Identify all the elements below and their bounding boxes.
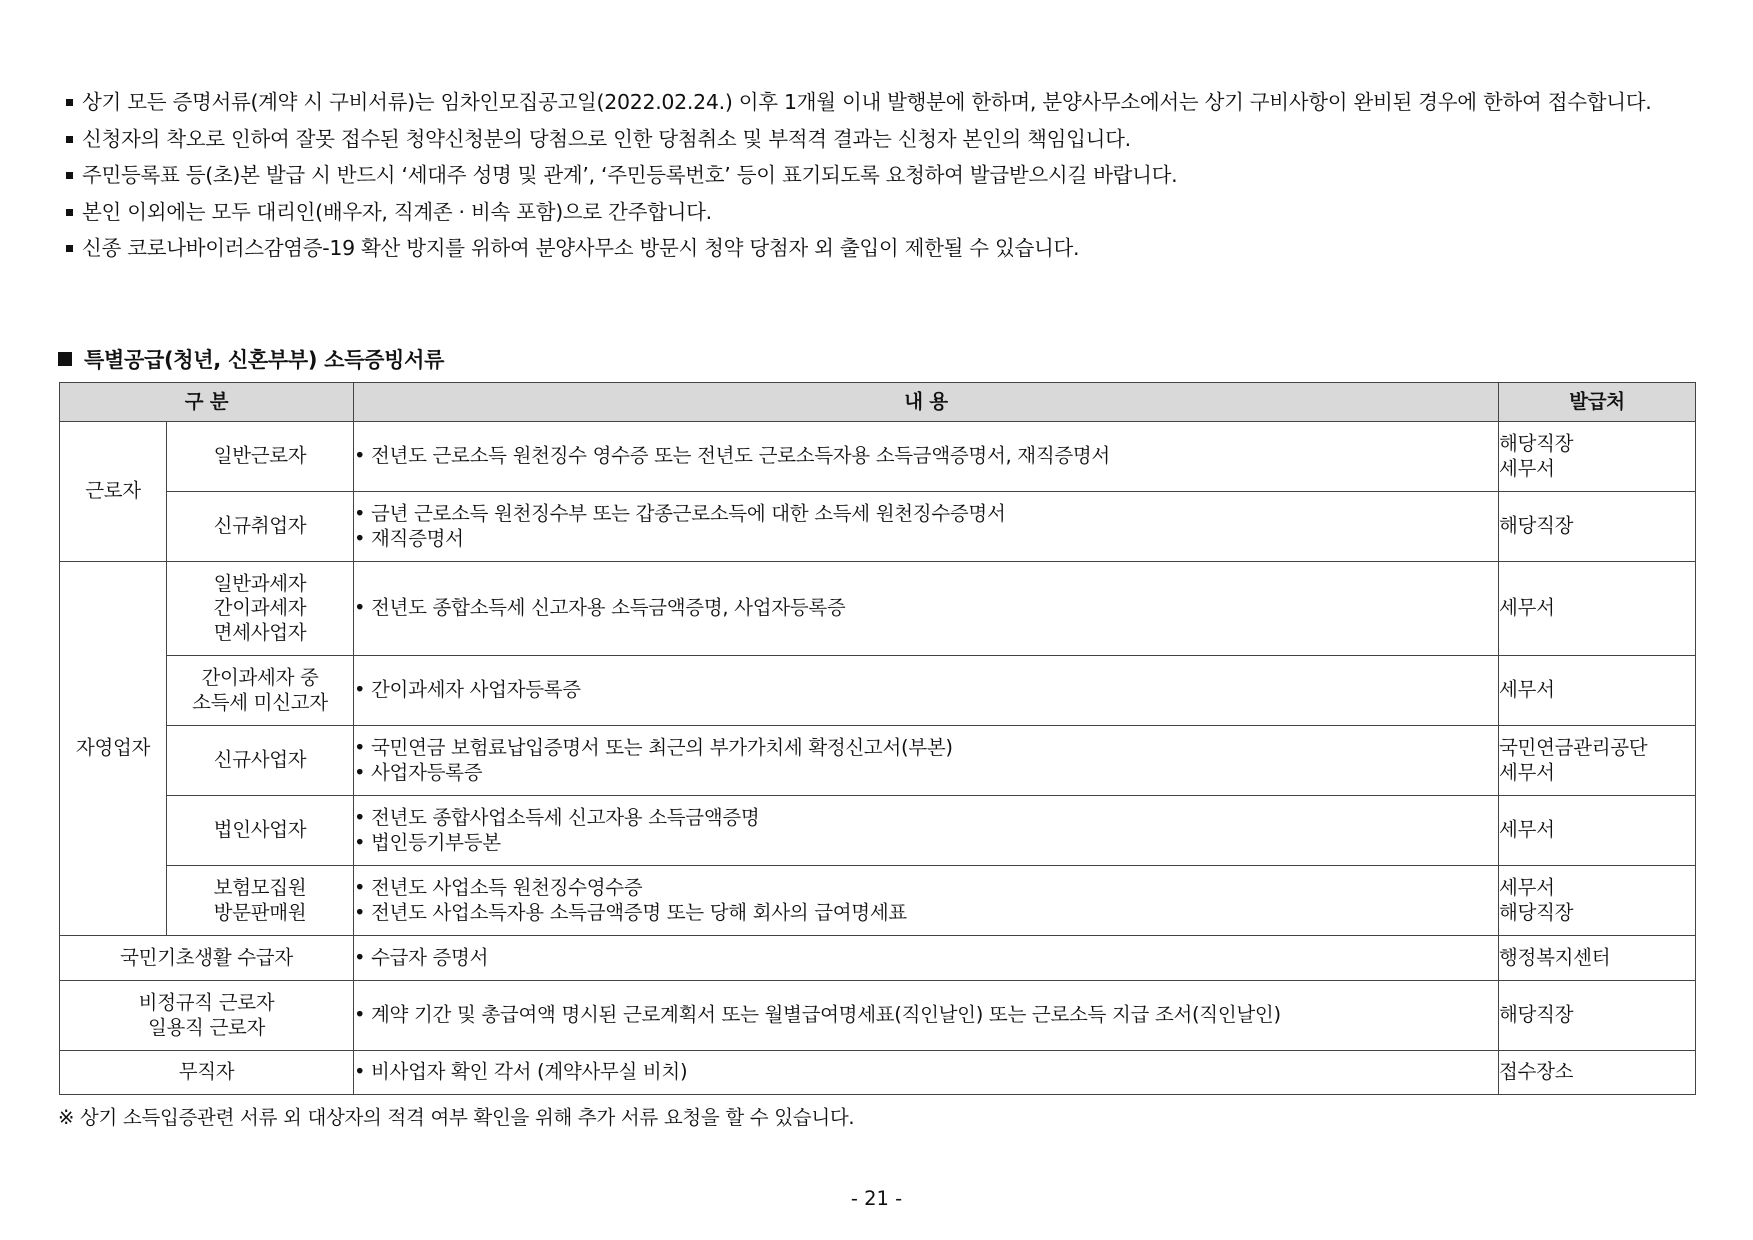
content-cell: • 계약 기간 및 총급여액 명시된 근로계획서 또는 월별급여명세표(직인날인) 또는 근로소득 지급 조서(직인날인) — [354, 981, 1499, 1051]
issuer-cell: 세무서 — [1499, 562, 1696, 656]
notice-bullet-list — [64, 84, 1704, 267]
group-basic-living: 국민기초생활 수급자 — [60, 936, 354, 981]
subcategory-cell: 간이과세자 중 소득세 미신고자 — [167, 656, 354, 726]
issuer-cell: 국민연금관리공단 세무서 — [1499, 726, 1696, 796]
subcategory-cell: 보험모집원 방문판매원 — [167, 866, 354, 936]
content-cell: • 전년도 종합소득세 신고자용 소득금액증명, 사업자등록증 — [354, 562, 1499, 656]
content-cell: • 국민연금 보험료납입증명서 또는 최근의 부가가치세 확정신고서(부본) • 사업자등록증 — [354, 726, 1499, 796]
content-cell: • 전년도 근로소득 원천징수 영수증 또는 전년도 근로소득자용 소득금액증명서, 재직증명서 — [354, 422, 1499, 492]
issuer-cell: 세무서 — [1499, 796, 1696, 866]
table-row — [60, 726, 1696, 796]
notice-bullet: 주민등록표 등(초)본 발급 시 반드시 ‘세대주 성명 및 관계’, ‘주민등록번호’ 등이 표기되도록 요청하여 발급받으시길 바랍니다. — [64, 157, 1704, 194]
content-cell: • 금년 근로소득 원천징수부 또는 갑종근로소득에 대한 소득세 원천징수증명서 • 재직증명서 — [354, 492, 1499, 562]
issuer-cell: 세무서 — [1499, 656, 1696, 726]
notice-bullet: 신청자의 착오로 인하여 잘못 접수된 청약신청분의 당첨으로 인한 당첨취소 및 부적격 결과는 신청자 본인의 책임입니다. — [64, 121, 1704, 158]
content-cell: • 비사업자 확인 각서 (계약사무실 비치) — [354, 1051, 1499, 1095]
table-header-row — [60, 383, 1696, 422]
issuer-cell: 접수장소 — [1499, 1051, 1696, 1095]
table-row — [60, 562, 1696, 656]
subcategory-cell: 법인사업자 — [167, 796, 354, 866]
content-cell: • 전년도 종합사업소득세 신고자용 소득금액증명 • 법인등기부등본 — [354, 796, 1499, 866]
issuer-cell: 해당직장 세무서 — [1499, 422, 1696, 492]
issuer-cell: 해당직장 — [1499, 492, 1696, 562]
issuer-cell: 행정복지센터 — [1499, 936, 1696, 981]
subcategory-cell: 일반과세자 간이과세자 면세사업자 — [167, 562, 354, 656]
table-row — [60, 492, 1696, 562]
footnote: ※ 상기 소득입증관련 서류 외 대상자의 적격 여부 확인을 위해 추가 서류 요청을 할 수 있습니다. — [58, 1106, 855, 1129]
content-cell: • 간이과세자 사업자등록증 — [354, 656, 1499, 726]
content-cell: • 수급자 증명서 — [354, 936, 1499, 981]
income-documents-table — [59, 382, 1696, 1095]
header-issuer: 발급처 — [1499, 383, 1696, 422]
section-title — [58, 344, 444, 374]
table-row — [60, 1051, 1696, 1095]
group-irregular: 비정규직 근로자 일용직 근로자 — [60, 981, 354, 1051]
table-row — [60, 796, 1696, 866]
group-unemployed: 무직자 — [60, 1051, 354, 1095]
table-row — [60, 866, 1696, 936]
group-worker: 근로자 — [60, 422, 167, 562]
subcategory-cell: 신규사업자 — [167, 726, 354, 796]
section-title-text: 특별공급(청년, 신혼부부) 소득증빙서류 — [84, 348, 445, 372]
notice-bullet: 신종 코로나바이러스감염증-19 확산 방지를 위하여 분양사무소 방문시 청약 당첨자 외 출입이 제한될 수 있습니다. — [64, 230, 1704, 267]
notice-bullet: 상기 모든 증명서류(계약 시 구비서류)는 임차인모집공고일(2022.02.24.) 이후 1개월 이내 발행분에 한하며, 분양사무소에서는 상기 구비사항이 완비된 경우에 한하여 접수합니다. — [64, 84, 1704, 121]
subcategory-cell: 신규취업자 — [167, 492, 354, 562]
header-category: 구 분 — [60, 383, 354, 422]
content-cell: • 전년도 사업소득 원천징수영수증 • 전년도 사업소득자용 소득금액증명 또는 당해 회사의 급여명세표 — [354, 866, 1499, 936]
header-content: 내 용 — [354, 383, 1499, 422]
issuer-cell: 세무서 해당직장 — [1499, 866, 1696, 936]
table-row — [60, 981, 1696, 1051]
table-row — [60, 936, 1696, 981]
group-self-employed: 자영업자 — [60, 562, 167, 936]
table-row — [60, 656, 1696, 726]
square-bullet-icon — [58, 352, 72, 366]
issuer-cell: 해당직장 — [1499, 981, 1696, 1051]
subcategory-cell: 일반근로자 — [167, 422, 354, 492]
page-number: - 21 - — [850, 1187, 903, 1210]
notice-bullet: 본인 이외에는 모두 대리인(배우자, 직계존 · 비속 포함)으로 간주합니다. — [64, 194, 1704, 231]
table-row — [60, 422, 1696, 492]
